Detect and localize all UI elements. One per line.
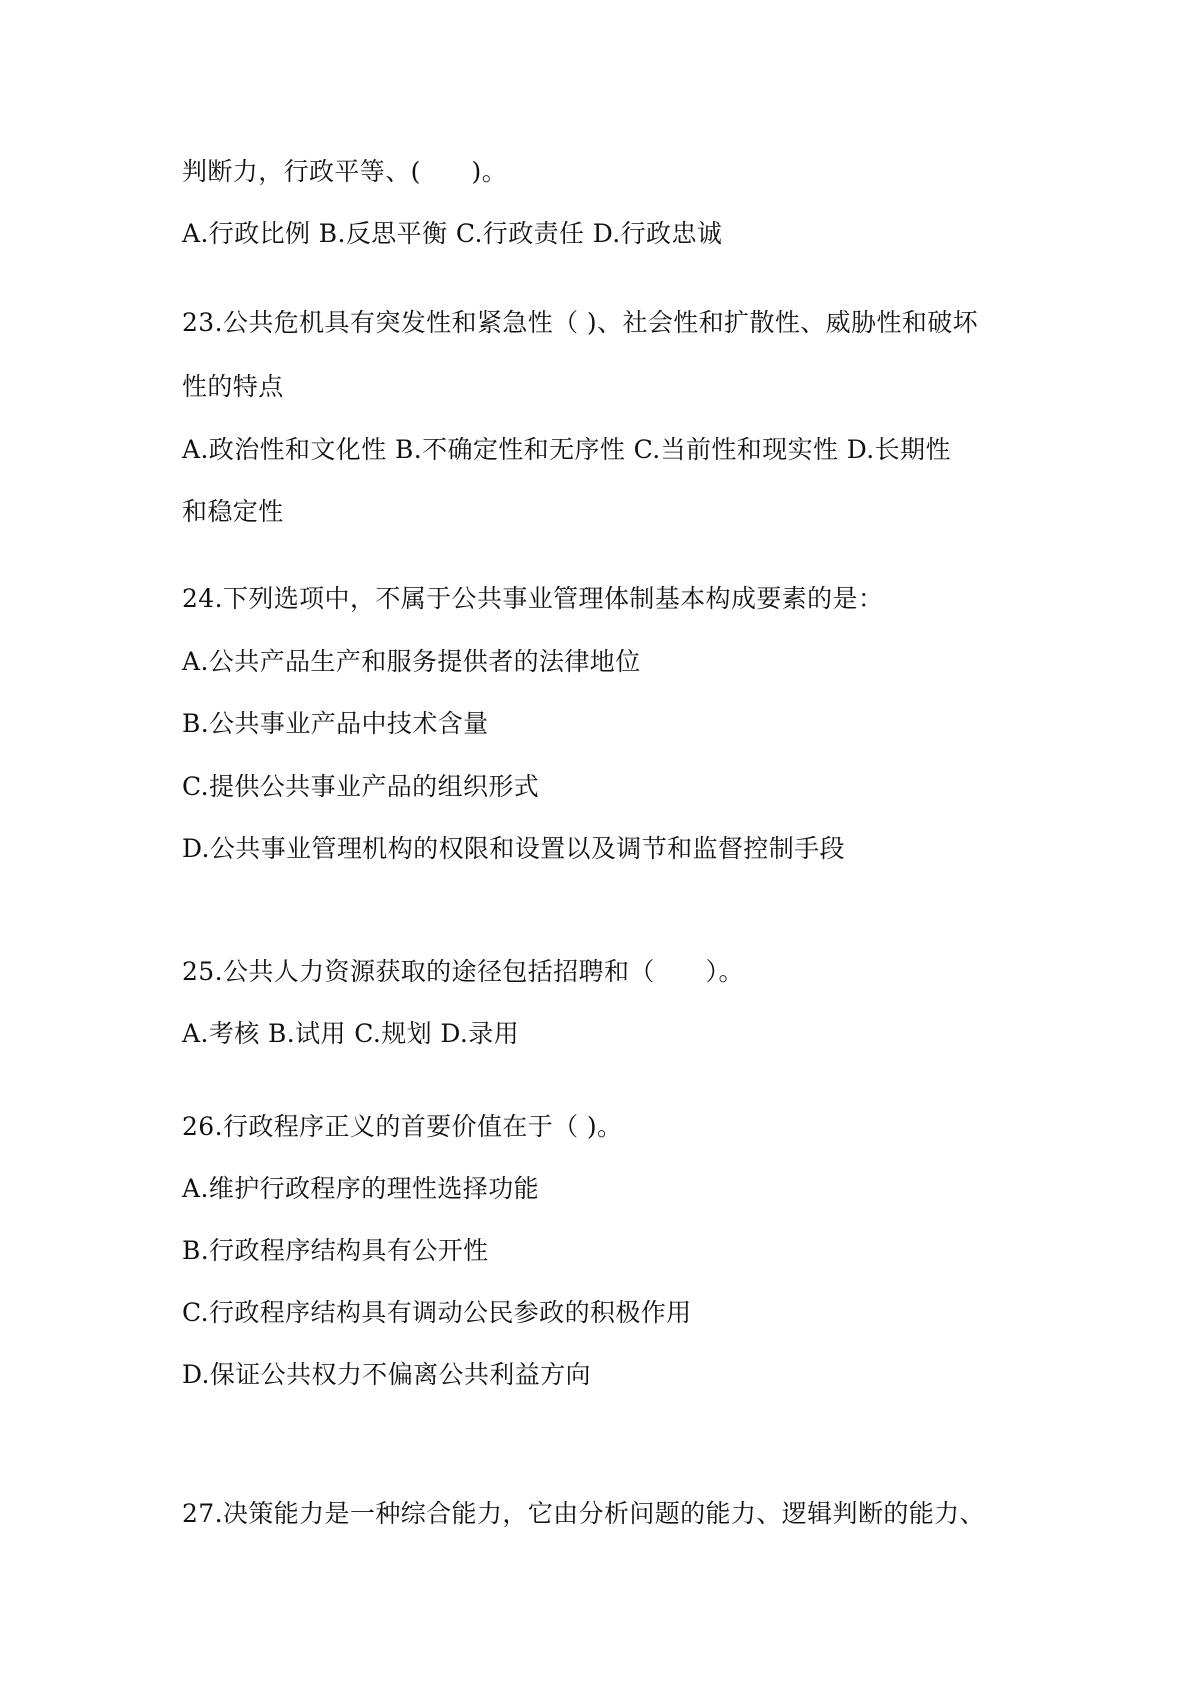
q23-stem-line2: 性的特点 — [182, 372, 284, 401]
q24-option-d: D.公共事业管理机构的权限和设置以及调节和监督控制手段 — [182, 834, 845, 863]
q23-stem-line1: 23.公共危机具有突发性和紧急性（ )、社会性和扩散性、威胁性和破坏 — [182, 308, 979, 337]
q22-continuation: 判断力，行政平等、( )。 — [182, 157, 508, 186]
q25-stem: 25.公共人力资源获取的途径包括招聘和（ ）。 — [182, 957, 744, 986]
q24-option-c: C.提供公共事业产品的组织形式 — [182, 772, 540, 801]
q26-option-d: D.保证公共权力不偏离公共利益方向 — [182, 1360, 591, 1389]
q24-stem: 24.下列选项中，不属于公共事业管理体制基本构成要素的是： — [182, 584, 884, 613]
q24-option-b: B.公共事业产品中技术含量 — [182, 709, 489, 738]
q26-stem: 26.行政程序正义的首要价值在于（ )。 — [182, 1112, 623, 1141]
q25-options: A.考核 B.试用 C.规划 D.录用 — [182, 1019, 520, 1048]
q23-options-line2: 和稳定性 — [182, 497, 284, 526]
q23-options-line1: A.政治性和文化性 B.不确定性和无序性 C.当前性和现实性 D.长期性 — [182, 435, 951, 464]
q24-option-a: A.公共产品生产和服务提供者的法律地位 — [182, 647, 641, 676]
q26-option-b: B.行政程序结构具有公开性 — [182, 1236, 489, 1265]
q27-stem: 27.决策能力是一种综合能力，它由分析问题的能力、逻辑判断的能力、 — [182, 1499, 985, 1528]
q26-option-a: A.维护行政程序的理性选择功能 — [182, 1174, 540, 1203]
q22-options: A.行政比例 B.反思平衡 C.行政责任 D.行政忠诚 — [182, 219, 723, 248]
q26-option-c: C.行政程序结构具有调动公民参政的积极作用 — [182, 1298, 692, 1327]
